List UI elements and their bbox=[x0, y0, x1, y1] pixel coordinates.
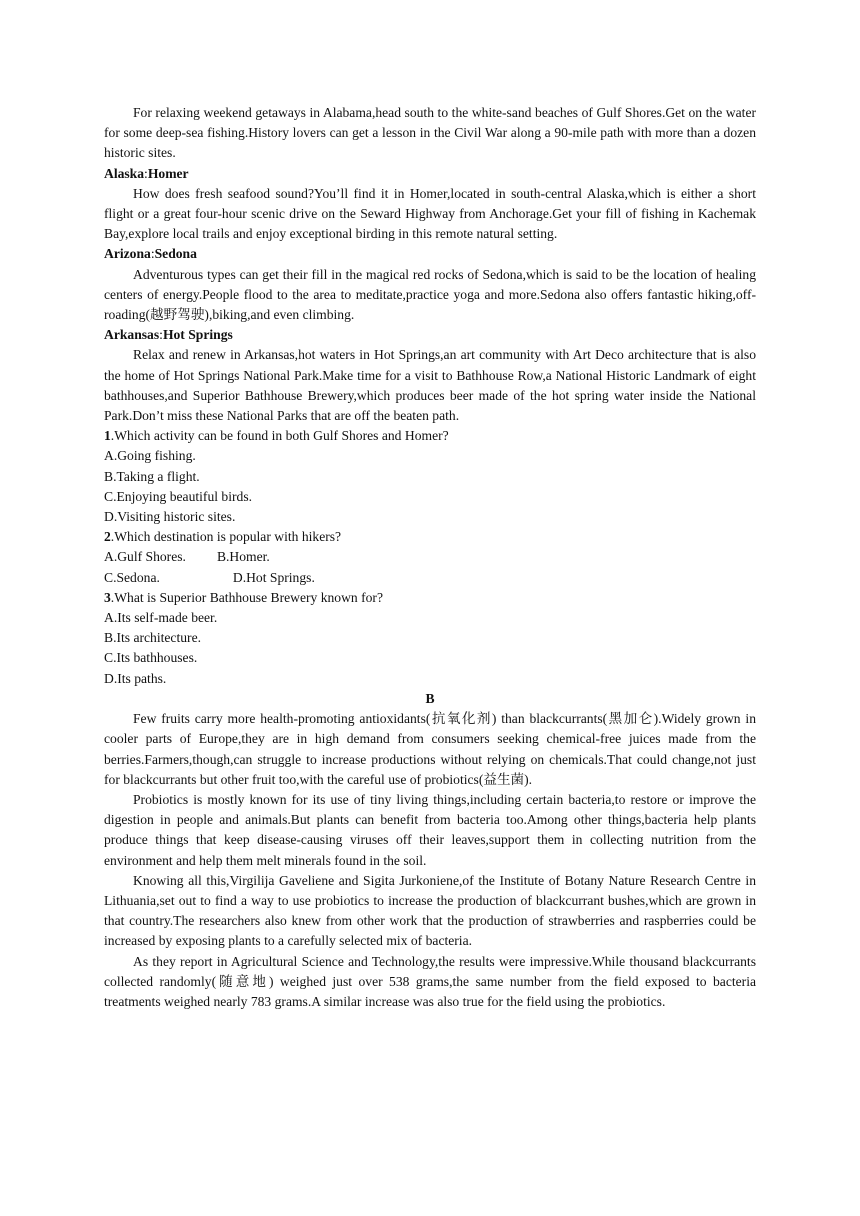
state-name: Arizona bbox=[104, 246, 151, 262]
place-name: Sedona bbox=[154, 246, 197, 262]
section-text-arkansas: Relax and renew in Arkansas,hot waters in Hot Springs,an art community with Art Deco architecture that is also the home of Hot Springs National Park.Make time for a visit to Bathhouse Row,a National Historic Landmark of eight bathhouses,and Superior Bathhouse Brewery,which produces beer made of the hot spring water inside the National Park.Don’t miss these National Parks that are off the beaten path. bbox=[104, 347, 756, 424]
option-row-2ab bbox=[104, 547, 756, 567]
option-row-2cd bbox=[104, 568, 756, 588]
option-1a: A.Going fishing. bbox=[104, 448, 196, 464]
question-number: 1 bbox=[104, 428, 111, 444]
place-name: Hot Springs bbox=[162, 327, 233, 343]
option-3b: B.Its architecture. bbox=[104, 630, 202, 646]
section-text-alaska: How does fresh seafood sound?You’ll find it in Homer,located in south-central Alaska,which is either a short flight or a great four-hour scenic drive on the Seward Highway from Anchorage.Get your fill of fishing in Kachemak Bay,explore local trails and enjoy exceptional birding in this remote natural setting. bbox=[104, 185, 756, 242]
state-name: Alaska bbox=[104, 165, 145, 181]
section-heading-arkansas: Arkansas:Hot Springs bbox=[104, 327, 233, 343]
question-stem: .What is Superior Bathhouse Brewery known for? bbox=[110, 589, 383, 605]
option-1b: B.Taking a flight. bbox=[104, 468, 200, 484]
passage-b-paragraph-2: Probiotics is mostly known for its use of tiny living things,including certain bacteria,to restore or improve the digestion in people and animals.But plants can benefit from bacteria too.Among other things,bacteria help plants produce things that keep disease-causing viruses off their leaves,support them in collecting nutrition from the environment and help them melt minerals found in the soil. bbox=[104, 791, 756, 868]
option-3a: A.Its self-made beer. bbox=[104, 610, 218, 626]
section-heading-arizona: Arizona:Sedona bbox=[104, 246, 197, 262]
section-text-arizona: Adventurous types can get their fill in the magical red rocks of Sedona,which is said to be the location of healing centers of energy.People flood to the area to meditate,practice yoga and more.Sedona also offers fantastic hiking,off-roading(越野驾驶),biking,and even climbing. bbox=[104, 266, 756, 323]
document-page bbox=[104, 103, 756, 1012]
intro-paragraph: For relaxing weekend getaways in Alabama,head south to the white-sand beaches of Gulf Shores.Get on the water for some deep-sea fishing.History lovers can get a lesson in the Civil War along a 90-mile path with more than a dozen historic sites. bbox=[104, 105, 756, 161]
option-1d: D.Visiting historic sites. bbox=[104, 509, 236, 525]
question-3 bbox=[104, 588, 756, 608]
option-2d: D.Hot Springs. bbox=[232, 569, 315, 585]
section-heading-alaska: Alaska:Homer bbox=[104, 165, 189, 181]
question-stem: .Which destination is popular with hikers? bbox=[110, 529, 342, 545]
state-name: Arkansas bbox=[104, 327, 160, 343]
option-2a: A.Gulf Shores. bbox=[104, 549, 186, 565]
question-1 bbox=[104, 426, 756, 446]
passage-b-paragraph-4: As they report in Agricultural Science and Technology,the results were impressive.While thousand blackcurrants collected randomly(随意地) weighed just over 538 grams,the same number from the field exposed to bacteria treatments weighed nearly 783 grams.A similar increase was also true for the field using the probiotics. bbox=[104, 953, 756, 1009]
option-2b: B.Homer. bbox=[216, 549, 270, 565]
option-2c: C.Sedona. bbox=[104, 569, 160, 585]
question-2 bbox=[104, 527, 756, 547]
question-number: 2 bbox=[104, 529, 111, 545]
passage-b-paragraph-3: Knowing all this,Virgilija Gaveliene and Sigita Jurkoniene,of the Institute of Botany Nature Research Centre in Lithuania,set out to find a way to use probiotics to increase the production of blackcurrant bushes,which are grown in that country.The researchers also knew from other work that the production of strawberries and raspberries could be increased by exposing plants to a carefully selected mix of bacteria. bbox=[104, 872, 756, 949]
question-number: 3 bbox=[104, 589, 111, 605]
option-3d: D.Its paths. bbox=[104, 670, 167, 686]
place-name: Homer bbox=[147, 165, 189, 181]
option-3c: C.Its bathhouses. bbox=[104, 650, 198, 666]
passage-b-paragraph-1: Few fruits carry more health-promoting antioxidants(抗氧化剂) than blackcurrants(黑加仑).Widely grown in cooler parts of Europe,they are in high demand from consumers seeking chemical-free juices made from the berries.Farmers,though,can struggle to increase productions without relying on chemicals.That could change,not just for blackcurrants but other fruit too,with the careful use of probiotics(益生菌). bbox=[104, 711, 756, 787]
option-1c: C.Enjoying beautiful birds. bbox=[104, 488, 253, 504]
section-label-b: B bbox=[425, 690, 435, 706]
question-stem: .Which activity can be found in both Gulf Shores and Homer? bbox=[110, 428, 449, 444]
